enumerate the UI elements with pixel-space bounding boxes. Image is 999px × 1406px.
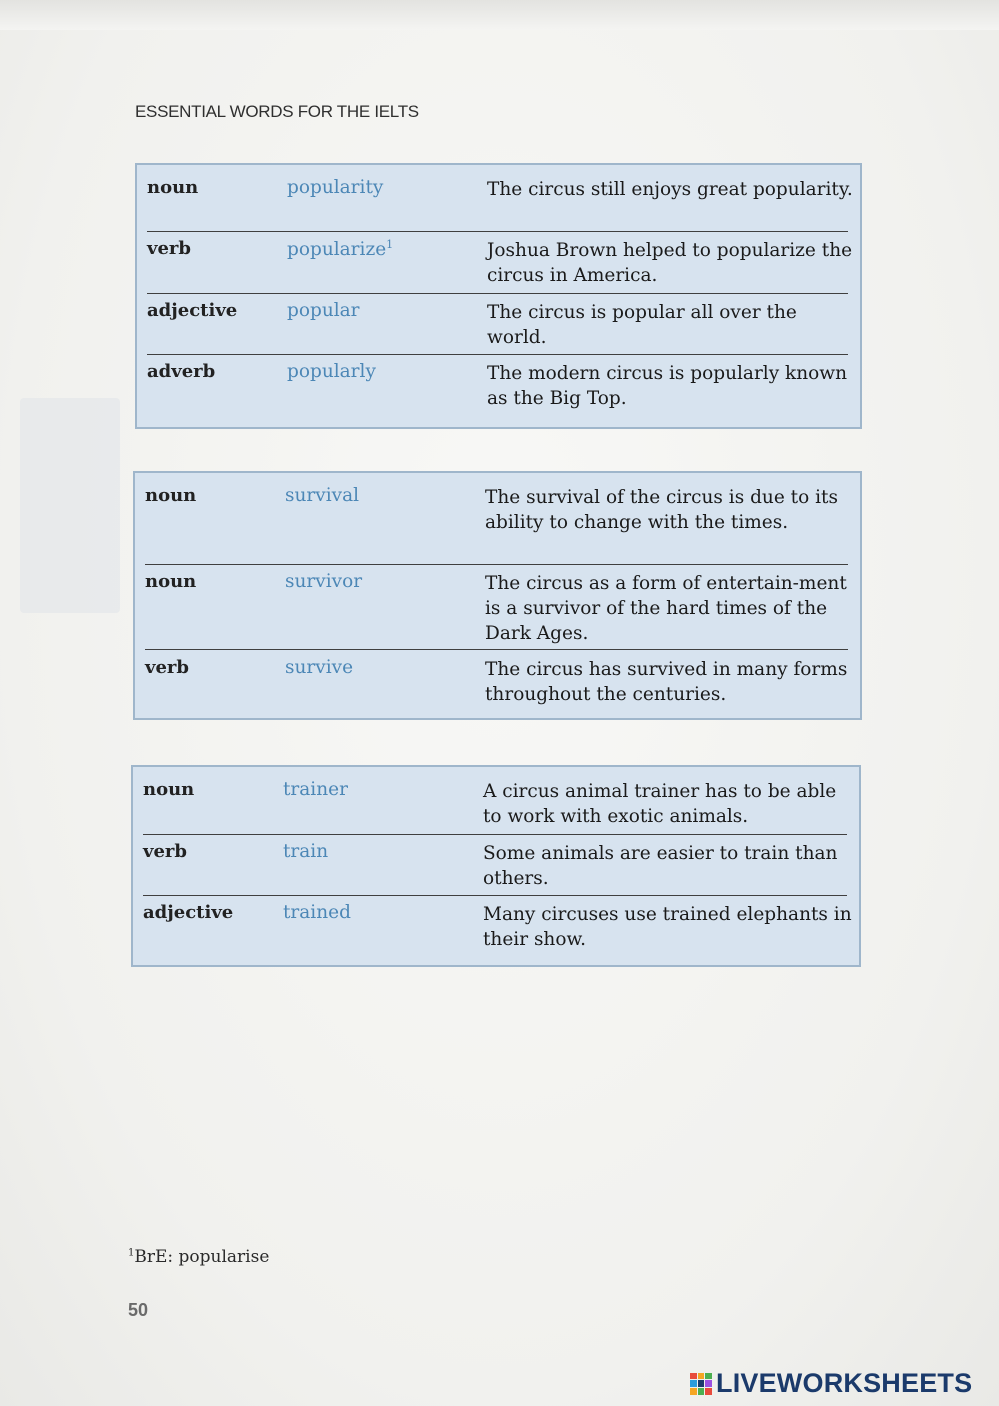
word-form: popularize$^1$	[287, 238, 394, 261]
row-divider	[147, 293, 848, 294]
row-divider	[145, 649, 848, 650]
word-form: survive	[285, 657, 354, 678]
bleed-through-tab	[20, 398, 120, 613]
word-form: popular	[287, 300, 360, 321]
logo-text: LIVEWORKSHEETS	[716, 1368, 973, 1398]
example-sentence: The modern circus is popularly known as the Big Top.	[487, 363, 848, 409]
part-of-speech: verb	[143, 841, 187, 862]
word-form: trained	[283, 902, 351, 923]
word-form: popularity	[287, 177, 384, 198]
footnote	[128, 1247, 269, 1267]
example-sentence: The survival of the circus is due to its ability to change with the times.	[485, 487, 838, 533]
example-sentence: Many circuses use trained elephants in their show.	[483, 904, 852, 950]
part-of-speech: verb	[147, 238, 191, 259]
word-form: popularly	[287, 361, 376, 382]
row-divider	[147, 354, 848, 355]
part-of-speech: verb	[145, 657, 189, 678]
part-of-speech: noun	[143, 779, 195, 800]
word-form: survival	[285, 485, 360, 506]
part-of-speech: noun	[147, 177, 199, 198]
row-divider	[147, 231, 848, 232]
footnote-ref: 1	[386, 238, 394, 251]
running-head: ESSENTIAL WORDS FOR THE IELTS	[135, 102, 419, 121]
scan-top-edge	[0, 0, 999, 30]
example-sentence: The circus still enjoys great popularity.	[487, 179, 853, 200]
part-of-speech: noun	[145, 571, 197, 592]
part-of-speech: adverb	[147, 361, 216, 382]
example-sentence: Joshua Brown helped to popularize the circus in America.	[487, 240, 853, 286]
example-sentence: The circus has survived in many forms throughout the centuries.	[485, 659, 848, 705]
example-sentence: The circus as a form of entertain-ment is a survivor of the hard times of the Dark Ages.	[485, 573, 847, 644]
word-form: train	[283, 841, 329, 862]
word-family-box-survival	[133, 471, 862, 720]
part-of-speech: adjective	[147, 300, 238, 321]
row-divider	[143, 895, 847, 896]
example-sentence: The circus is popular all over the world.	[487, 302, 797, 348]
part-of-speech: adjective	[143, 902, 234, 923]
footnote-text: BrE: popularise	[134, 1247, 270, 1267]
word-form: survivor	[285, 571, 363, 592]
word-family-box-trainer	[131, 765, 861, 967]
part-of-speech: noun	[145, 485, 197, 506]
footnote-marker: 1	[128, 1247, 135, 1259]
page-number: 50	[128, 1300, 149, 1320]
word-form: trainer	[283, 779, 348, 800]
logo-icon	[690, 1373, 712, 1395]
row-divider	[143, 834, 847, 835]
example-sentence: A circus animal trainer has to be able to work with exotic animals.	[483, 781, 837, 827]
word-family-box-popularity	[135, 163, 862, 429]
liveworksheets-logo	[690, 1368, 972, 1399]
row-divider	[145, 564, 848, 565]
example-sentence: Some animals are easier to train than others.	[483, 843, 838, 889]
